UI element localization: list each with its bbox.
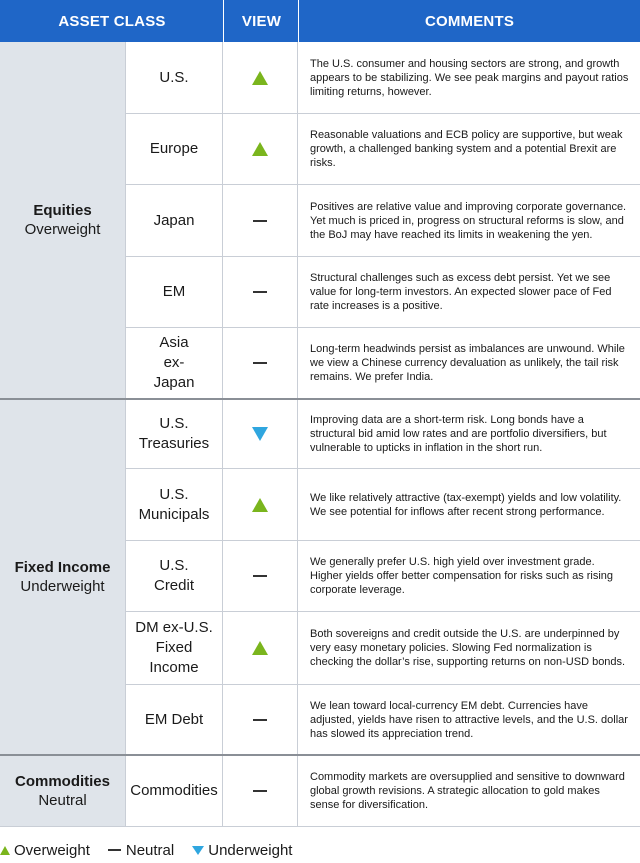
- view-cell: [223, 756, 298, 826]
- table-row: [125, 541, 640, 611]
- asset-name: U.S.: [125, 42, 223, 113]
- table-row: [125, 756, 640, 826]
- asset-name: U.S. Municipals: [125, 469, 223, 540]
- legend-label: Neutral: [125, 841, 175, 859]
- table-row: [125, 185, 640, 256]
- neutral-icon: [253, 362, 267, 364]
- comment: Improving data are a short-term risk. Long bonds have a structural bid amid low rates and are portfolio diversifiers, but vulnerable to upticks in inflation in the short run.: [310, 414, 607, 454]
- legend-underweight: [192, 842, 292, 859]
- comment: We lean toward local-currency EM debt. Currencies have adjusted, yields have risen to attractive levels, and the U.S. dollar has slowed its appreciation trend.: [310, 699, 628, 740]
- neutral-icon: [108, 849, 121, 851]
- view-cell: [223, 400, 298, 468]
- group-title: Fixed Income: [14, 559, 111, 576]
- view-cell: [223, 114, 298, 184]
- comment: Reasonable valuations and ECB policy are supportive, but weak growth, a challenged banking system and a potential Brexit are risks.: [310, 129, 623, 169]
- table-row: [125, 612, 640, 684]
- comment: We generally prefer U.S. high yield over investment grade. Higher yields offer better compensation for risks such as rising corporate leverage.: [310, 556, 614, 596]
- legend: [0, 839, 310, 861]
- group-stance: Underweight: [20, 578, 105, 595]
- comment: We like relatively attractive (tax-exempt) yields and low volatility. We see potential for inflows after recent strong performance.: [310, 491, 622, 518]
- table-header: [0, 0, 640, 42]
- view-cell: [223, 541, 298, 611]
- asset-name: U.S. Credit: [125, 541, 223, 611]
- header-view: VIEW: [241, 12, 282, 30]
- comment: The U.S. consumer and housing sectors are strong, and growth appears to be stabilizing. We see peak margins and payout ratios limiting returns, however.: [310, 57, 629, 98]
- comment: Both sovereigns and credit outside the U.S. are underpinned by very easy monetary policies. Slowing Fed normalization is checking the dollar’s rise, supporting returns on non-USD bonds.: [310, 628, 626, 668]
- view-cell: [223, 185, 298, 256]
- table-row: [125, 114, 640, 184]
- underweight-icon: [252, 427, 268, 441]
- neutral-icon: [253, 790, 267, 792]
- comment: Long-term headwinds persist as imbalances are unwound. While we view a Chinese currency devaluation as unlikely, the tail risk remains. We prefer India.: [310, 343, 625, 383]
- group-title: Commodities: [14, 773, 110, 790]
- overweight-icon: [252, 71, 268, 85]
- table-row: [125, 42, 640, 113]
- asset-name: EM: [125, 257, 223, 327]
- legend-neutral: [108, 842, 174, 859]
- neutral-icon: [253, 575, 267, 577]
- legend-overweight: [0, 842, 90, 859]
- legend-label: Overweight: [14, 841, 90, 859]
- overweight-icon: [252, 142, 268, 156]
- asset-name: U.S. Treasuries: [125, 400, 223, 468]
- neutral-icon: [253, 719, 267, 721]
- overweight-icon: [252, 498, 268, 512]
- header-asset-class: ASSET CLASS: [58, 12, 166, 30]
- overweight-icon: [0, 846, 10, 855]
- table-row: [125, 469, 640, 540]
- comment: Commodity markets are oversupplied and sensitive to downward global growth revisions. A strategic allocation to gold makes sense for diversification.: [310, 771, 625, 811]
- neutral-icon: [253, 220, 267, 222]
- table-row: [125, 400, 640, 468]
- neutral-icon: [253, 291, 267, 293]
- legend-label: Underweight: [208, 841, 293, 859]
- group-commodities: [0, 756, 125, 826]
- group-title: Equities: [33, 202, 92, 219]
- view-cell: [223, 328, 298, 398]
- group-stance: Neutral: [38, 792, 87, 809]
- group-equities: [0, 42, 125, 398]
- header-comments: COMMENTS: [424, 12, 515, 30]
- view-cell: [223, 257, 298, 327]
- asset-name: Europe: [125, 114, 223, 184]
- group-stance: Overweight: [24, 221, 101, 238]
- table-row: [125, 257, 640, 327]
- table-row: [125, 328, 640, 398]
- view-cell: [223, 612, 298, 684]
- asset-name: DM ex-U.S. Fixed Income: [125, 612, 223, 684]
- asset-name: Japan: [125, 185, 223, 256]
- overweight-icon: [252, 641, 268, 655]
- underweight-icon: [192, 846, 204, 855]
- asset-name: Asia ex-Japan: [125, 328, 223, 398]
- asset-name: Commodities: [125, 756, 223, 826]
- view-cell: [223, 685, 298, 754]
- comment: Structural challenges such as excess debt persist. Yet we see value for long-term investors. An expected slower pace of Fed rate increases is a positive.: [310, 272, 612, 312]
- table-bottom-border: [0, 826, 640, 827]
- view-cell: [223, 42, 298, 113]
- table-row: [125, 685, 640, 754]
- asset-name: EM Debt: [125, 685, 223, 754]
- comment: Positives are relative value and improving corporate governance. Yet much is priced in, progress on structural reforms is slow, and the BoJ may have reached its limits in weakening the yen.: [310, 200, 627, 241]
- view-cell: [223, 469, 298, 540]
- group-fixed-income: [0, 400, 125, 754]
